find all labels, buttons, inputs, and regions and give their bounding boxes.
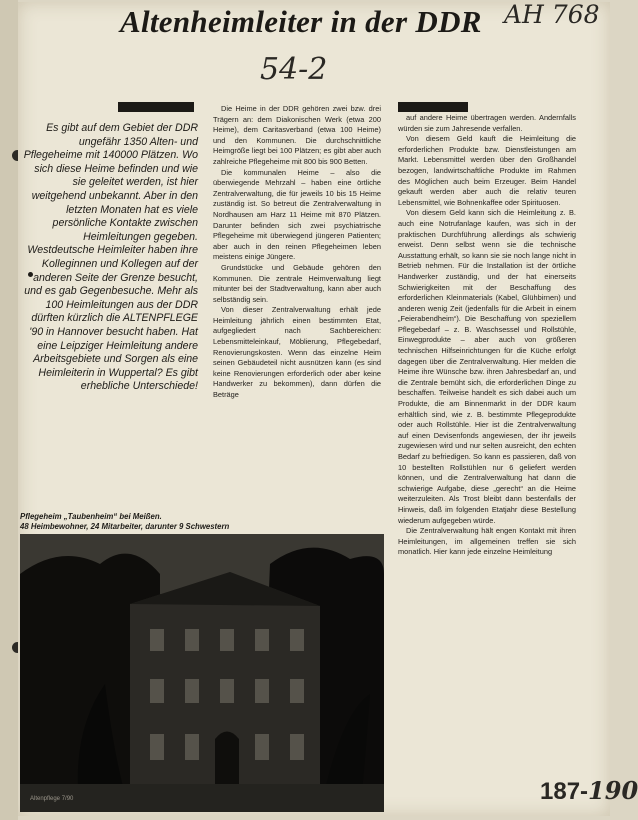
paragraph: Die kommunalen Heime – also die überwiegende Mehrzahl – haben eine örtliche Zentralverwaltung, die für jeweils 10 bis 15 Heime zuständig ist. So betreut die Zentralverwaltung in Nordhausen am Harz 11 Heime mit 870 Plätzen. Darunter befinden sich zwei psychiatrische Pflegeheime mit überwiegend jüngeren Patienten; aber auch in den reinen Pflegeheimen leben meistens einige Jüngere. bbox=[213, 167, 381, 262]
intro-text: Es gibt auf dem Gebiet der DDR ungefähr 1350 Alten- und Pflegeheime mit 140000 Plätzen. Wo sich diese Heime befinden und wie sie geleitet werden, ist hier weitgehend unbekannt. Aber in den letzten Monaten hat es viele persönliche Kontakte zwischen Heimleitungen gegeben. Westdeutsche Heimleiter haben ihre Kolleginnen und Kollegen auf der anderen Seite der Grenze besucht, und es gab Gegenbesuche. Mehr als 100 Heimleitungen aus der DDR dürften kürzlich die ALTENPFLEGE '90 in Hannover besucht haben. Hat eine Leipziger Heimleitung andere Arbeitsgebiete und Sorgen als eine Heimleiterin in Wuppertal? Es gibt erhebliche Unterschiede! bbox=[23, 122, 198, 393]
page-number-handwritten: 190 bbox=[588, 776, 638, 805]
paragraph: Von diesem Geld kann sich die Heimleitung z. B. auch eine Notrufanlage kaufen, was sich in der praktischen Durchführung allerdings als schwierig erweist. Denn selbst wenn sie die technische Ausstattung erhält, so kann sie sie noch lange nicht in Betrieb nehmen. Für die Installation ist der örtliche Handwerker zuständig, und der hat einerseits Schwierigkeiten mit der Beschaffung des erforderlichen Kleinmaterials (Kabel, Glühbirnen) und anderen wenig Zeit (jedenfalls für die Arbeit in einem „Feierabendheim“). Die Beschaffung von speziellem Pflegebedarf – z. B. Waschsessel und Rollstühle, Einwegprodukte – aber auch von größeren technischen Hilfseinrichtungen für die Küche erfolgt dagegen über die Zentralverwaltung. Hier melden die Heime ihre Wünsche bzw. ihren Jahresbedarf an, und die Zentrale bemüht sich, die erforderlichen Dinge zu beschaffen. Teilweise handelt es sich dabei auch um Produkte, die am Binnenmarkt in der DDR kaum erhältlich sind, wie z. B. bestimmte Pflegeprodukte oder auch Rollstühle. Hier ist die Zentralverwaltung auf einen Devisenfonds angewiesen, der ihr jeweils zugewiesen wird und nur selten ausreicht, den echten Bedarf zu befriedigen. So kann es passieren, daß von 10 bestellten Rollstühlen nur 6 geliefert werden können, und die Zentralverwaltung hat dann die schwierige Aufgabe, diese „gerecht“ an die Heime weiterzuleiten. Als Trost bleibt dann bestenfalls der Hinweis, daß im folgenden Etatjahr diese Bestellung wiederum aufgegeben würde. bbox=[398, 208, 576, 525]
paragraph: Grundstücke und Gebäude gehören den Kommunen. Die zentrale Heimverwaltung liegt mitunter bei der Stadtverwaltung, kann aber auch selbständig sein. bbox=[213, 262, 381, 304]
photo-credit: Altenpflege 7/90 bbox=[30, 796, 74, 802]
handwritten-reference: AH 768 bbox=[504, 0, 600, 29]
column-marker-bar bbox=[398, 102, 468, 112]
intro-marker-bar bbox=[118, 102, 194, 112]
photo-caption bbox=[20, 512, 380, 533]
article-column-middle bbox=[213, 104, 381, 401]
caption-line: Pflegeheim „Taubenheim“ bei Meißen. bbox=[20, 512, 162, 521]
margin-mark bbox=[28, 272, 33, 277]
binder-strip bbox=[0, 0, 18, 820]
page-number-printed: 187- bbox=[540, 778, 589, 805]
paragraph: auf andere Heime übertragen werden. Andernfalls würden sie zum Jahresende verfallen. bbox=[398, 113, 576, 133]
building-illustration bbox=[20, 534, 384, 812]
paragraph: Die Heime in der DDR gehören zwei bzw. drei Trägern an: dem Diakonischen Werk (etwa 200 Heime), dem Caritasverband (etwa 100 Heime) und den Kommunen. Die durchschnittliche Heimgröße liegt bei 100 Plätzen; es gibt aber auch zahlreiche Pflegeheime mit 800 bis 900 Betten. bbox=[213, 104, 381, 166]
nursing-home-photo bbox=[20, 534, 384, 812]
paragraph: Von dieser Zentralverwaltung erhält jede Heimleitung jährlich einen bestimmten Etat, aufgegliedert nach Sachbereichen: Lebensmitteleinkauf, Möblierung, Pflegebedarf, Renovierungskosten. Wenn das einzelne Heim seinen Gebäudeteil nicht ausnützen kann (es sind keine Renovierungen erforderlich oder aber keine Handwerker zu bekommen), dann dürfen die Beträge bbox=[213, 305, 381, 400]
paragraph: Von diesem Geld kauft die Heimleitung die erforderlichen Produkte bzw. Dienstleistungen am Markt. Lebensmittel werden über den Großhandel bezogen, landwirtschaftliche Produkte im Rahmen des Möglichen auch beim Erzeuger. Beim Handel gekauft werden aber auch die relativ teuren Lebensmittel, wie Bohnenkaffee oder Spirituosen. bbox=[398, 134, 576, 207]
article-headline: Altenheimleiter in der DDR bbox=[120, 4, 482, 39]
handwritten-archive-code: 54-2 bbox=[260, 52, 328, 87]
page-number bbox=[540, 776, 638, 806]
paragraph: Die Zentralverwaltung hält engen Kontakt mit ihren Heimleitungen, im allgemeinen treffen sie sich monatlich. Hier kann jede einzelne Heimleitung bbox=[398, 526, 576, 557]
article-column-right bbox=[398, 113, 576, 558]
caption-line: 48 Heimbewohner, 24 Mitarbeiter, darunter 9 Schwestern bbox=[20, 522, 230, 532]
